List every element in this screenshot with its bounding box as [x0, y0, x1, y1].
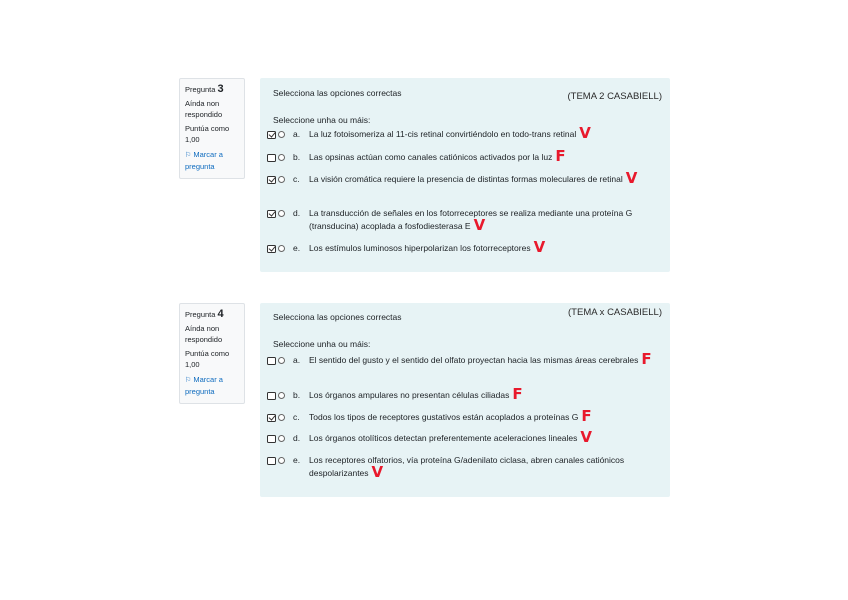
handwritten-mark: F [512, 385, 523, 403]
question-info-3 [179, 78, 245, 179]
answer-prompt: Seleccione unha ou máis: [273, 115, 371, 125]
checkbox[interactable] [267, 457, 276, 465]
radio-button[interactable] [278, 392, 285, 399]
flag-icon: ⚐ [185, 377, 192, 384]
radio-button[interactable] [278, 131, 285, 138]
handwritten-mark: V [371, 463, 384, 481]
radio-button[interactable] [278, 176, 285, 183]
question-content-4 [260, 303, 670, 497]
option-text: La luz fotoisomeriza al 11-cis retinal convirtiéndolo en todo-trans retinal [309, 129, 577, 139]
option-text: Las opsinas actúan como canales catiónicos activados por la luz [309, 152, 553, 162]
handwritten-mark: V [625, 169, 638, 187]
option-text: Los órganos ampulares no presentan células ciliadas [309, 390, 510, 400]
option-b[interactable]: b. Los órganos ampulares no presentan células ciliadas F [267, 389, 658, 402]
checkbox[interactable] [267, 357, 276, 365]
question-info-4 [179, 303, 245, 404]
option-text: El sentido del gusto y el sentido del olfato proyectan hacia las mismas áreas cerebrales [309, 355, 639, 365]
checkbox[interactable] [267, 154, 276, 162]
answer-prompt: Seleccione unha ou máis: [273, 339, 371, 349]
checkbox[interactable] [267, 392, 276, 400]
checkbox[interactable] [267, 210, 276, 218]
question-number: 4 [217, 308, 224, 320]
question-topic-tag: (TEMA x CASABIELL) [568, 307, 662, 318]
handwritten-mark: V [579, 124, 591, 142]
question-state: Aínda non respondido [185, 324, 223, 344]
flag-icon: ⚐ [185, 152, 192, 159]
question-topic-tag: (TEMA 2 CASABIELL) [567, 91, 662, 102]
question-text: Selecciona las opciones correctas [273, 88, 402, 98]
option-a[interactable]: a. El sentido del gusto y el sentido del olfato proyectan hacia las mismas áreas cerebrales F [267, 354, 658, 367]
checkbox[interactable] [267, 414, 276, 422]
handwritten-mark: V [580, 428, 592, 446]
option-d[interactable]: d. Los órganos otolíticos detectan preferentemente aceleraciones lineales V [267, 432, 658, 445]
question-text: Selecciona las opciones correctas [273, 312, 402, 322]
option-text: Todos los tipos de receptores gustativos están acoplados a proteínas G [309, 412, 579, 422]
radio-button[interactable] [278, 210, 285, 217]
flag-question-link[interactable] [185, 374, 239, 397]
flag-question-label: Marcar a pregunta [185, 375, 223, 396]
checkbox[interactable] [267, 131, 276, 139]
flag-question-link[interactable] [185, 149, 239, 172]
question-grade: Puntúa como 1,00 [185, 349, 230, 369]
handwritten-mark: F [641, 350, 652, 368]
checkbox[interactable] [267, 245, 276, 253]
flag-question-label: Marcar a pregunta [185, 150, 223, 171]
handwritten-mark: F [555, 147, 566, 165]
radio-button[interactable] [278, 414, 285, 421]
question-number-label: Pregunta 4 [185, 308, 224, 320]
option-text: Los órganos otolíticos detectan preferentemente aceleraciones lineales [309, 433, 578, 443]
question-content-3 [260, 78, 670, 272]
question-grade: Puntúa como 1,00 [185, 124, 230, 144]
option-text: Los receptores olfatorios, vía proteína G/adenilato ciclasa, abren canales catiónicos despolarizantes [309, 455, 625, 478]
option-c[interactable]: c. La visión cromática requiere la presencia de distintas formas moleculares de retinal V [267, 173, 658, 186]
handwritten-mark: V [473, 216, 486, 234]
handwritten-mark: V [533, 238, 546, 256]
radio-button[interactable] [278, 245, 285, 252]
option-text: La transducción de señales en los fotorreceptores se realiza mediante una proteína G (transducina) acoplada a fosfodiesterasa E [309, 208, 633, 231]
handwritten-mark: F [581, 407, 592, 425]
radio-button[interactable] [278, 457, 285, 464]
question-number-label: Pregunta 3 [185, 83, 224, 95]
checkbox[interactable] [267, 435, 276, 443]
option-d[interactable]: d. La transducción de señales en los fotorreceptores se realiza mediante una proteína G (transducina) acoplada a fosfodiesterasa E V [267, 207, 658, 233]
option-text: La visión cromática requiere la presencia de distintas formas moleculares de retinal [309, 174, 623, 184]
radio-button[interactable] [278, 154, 285, 161]
option-e[interactable]: e. Los receptores olfatorios, vía proteína G/adenilato ciclasa, abren canales catiónicos despolarizantes V [267, 454, 658, 480]
option-e[interactable]: e. Los estímulos luminosos hiperpolarizan los fotorreceptores V [267, 242, 658, 255]
option-c[interactable]: c. Todos los tipos de receptores gustativos están acoplados a proteínas G F [267, 411, 658, 424]
question-state: Aínda non respondido [185, 99, 223, 119]
radio-button[interactable] [278, 357, 285, 364]
option-a[interactable]: a. La luz fotoisomeriza al 11-cis retinal convirtiéndolo en todo-trans retinal V [267, 128, 658, 141]
option-b[interactable]: b. Las opsinas actúan como canales catiónicos activados por la luz F [267, 151, 658, 164]
option-text: Los estímulos luminosos hiperpolarizan los fotorreceptores [309, 243, 531, 253]
checkbox[interactable] [267, 176, 276, 184]
question-number: 3 [217, 83, 224, 95]
radio-button[interactable] [278, 435, 285, 442]
